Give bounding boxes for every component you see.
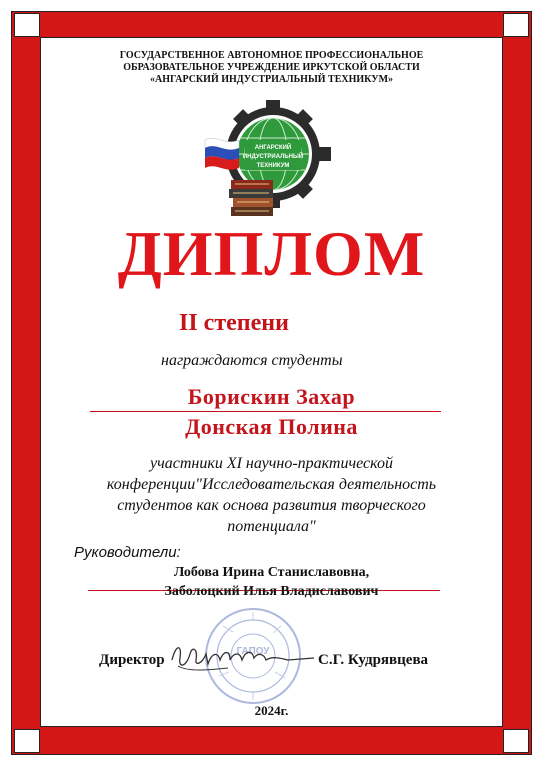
leader-name-1: Лобова Ирина Станиславовна, <box>173 565 370 580</box>
description-line-2: конференции"Исследовательская деятельность <box>106 476 437 493</box>
achievement-description <box>72 453 471 537</box>
description-line-4: потенциала" <box>227 518 316 535</box>
handwritten-signature-icon <box>168 638 320 674</box>
org-line-2: ОБРАЗОВАТЕЛЬНОЕ УЧРЕЖДЕНИЕ ИРКУТСКОЙ ОБЛАСТИ <box>123 62 420 73</box>
recipient-underline <box>90 411 441 412</box>
leader-name-2: Заболоцкий Илья Владиславович <box>164 584 379 599</box>
logo-text-2: ИНДУСТРИАЛЬНЫЙ <box>242 154 304 160</box>
awarded-text: награждаются студенты <box>161 352 343 369</box>
recipient-name-2: Донская Полина <box>185 414 358 439</box>
frame-band-top <box>12 12 531 37</box>
director-label: Директор <box>99 652 165 668</box>
corner-top-right <box>503 13 529 37</box>
org-line-3: «АНГАРСКИЙ ИНДУСТРИАЛЬНЫЙ ТЕХНИКУМ» <box>149 74 394 85</box>
corner-bottom-right <box>503 729 529 753</box>
diploma-year: 2024г. <box>254 703 289 718</box>
frame-band-bottom <box>12 727 531 754</box>
stamp-text: ГАПОУ <box>236 646 270 657</box>
organization-header <box>0 50 543 86</box>
corner-bottom-left <box>14 729 40 753</box>
diploma-degree: II степени <box>179 310 289 336</box>
description-line-3: студентов как основа развития творческого <box>117 497 426 514</box>
logo-text-3: ТЕХНИКУМ <box>256 163 290 169</box>
leaders-label: Руководители: <box>74 544 181 561</box>
org-line-1: ГОСУДАРСТВЕННОЕ АВТОНОМНОЕ ПРОФЕССИОНАЛЬНОЕ <box>119 50 424 61</box>
director-name: С.Г. Кудрявцева <box>318 652 429 668</box>
corner-top-left <box>14 13 40 37</box>
recipient-name-1: Борискин Захар <box>187 384 356 409</box>
logo-text-1: АНГАРСКИЙ <box>254 145 292 151</box>
diploma-title: ДИПЛОМ <box>117 218 426 289</box>
gear-globe-books-logo <box>203 100 331 220</box>
frame-band-left <box>12 12 40 754</box>
frame-band-right <box>503 12 531 754</box>
description-line-1: участники XI научно-практической <box>150 455 393 472</box>
